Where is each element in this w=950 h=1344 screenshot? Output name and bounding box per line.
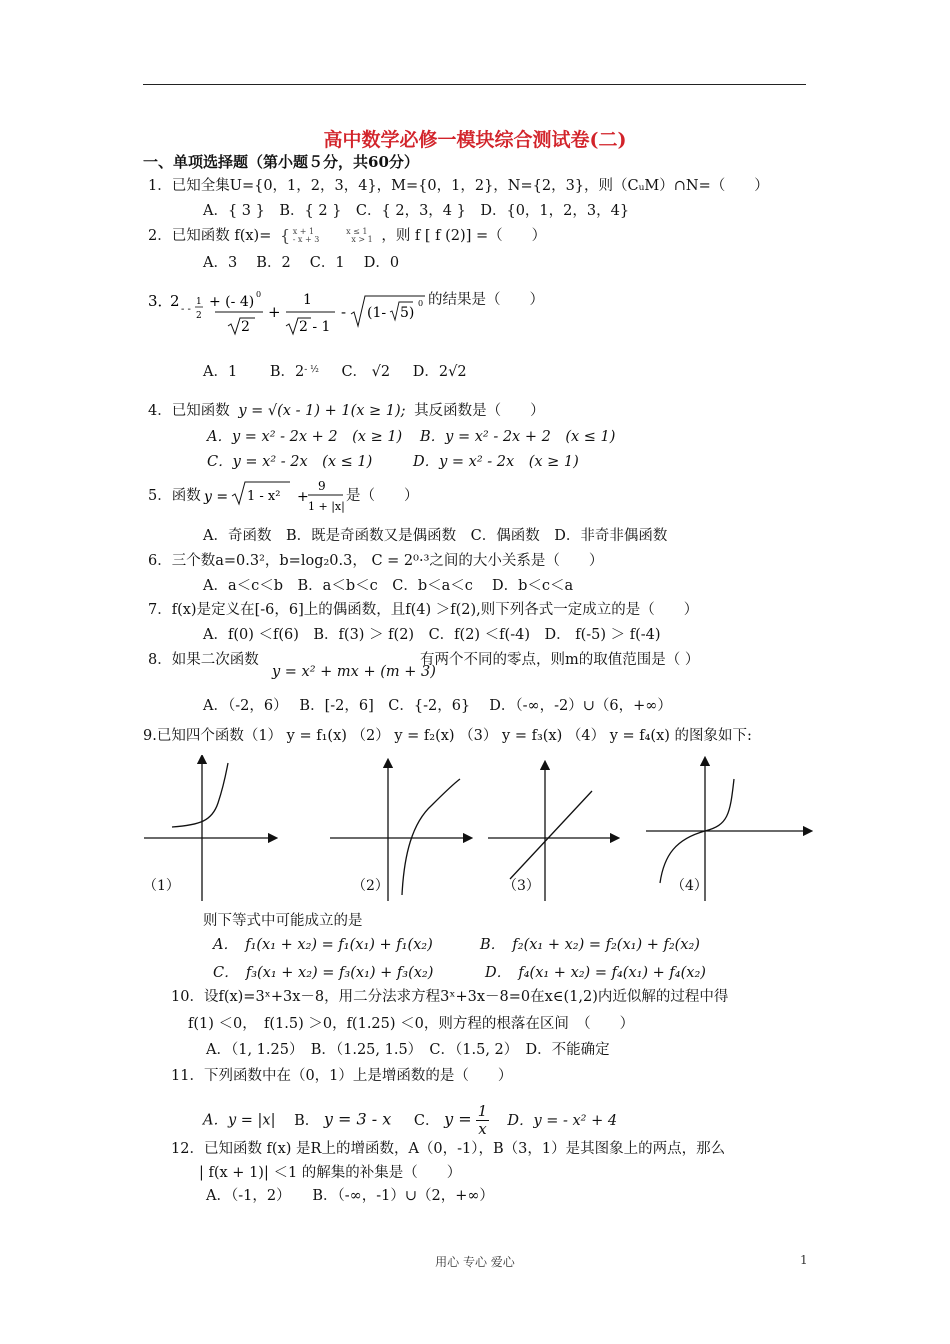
svg-text:1: 1 [196,297,202,307]
graph-caption-3: （3） [503,878,540,894]
q4-func: y = √(x - 1) + 1(x ≥ 1); [238,403,406,419]
q8-options: A．（-2，6） B．[-2，6] C．{-2，6} D．（-∞，-2）∪（6，+∞） [203,698,672,714]
q5-stem: 5．函数 [148,488,201,504]
q4-stem-text: 4．已知函数 [148,403,230,419]
q2-stem [148,227,546,245]
q7-stem: 7．f(x)是定义在[-6，6]上的偶函数，且f(4) ＞f(2),则下列各式一定成立的是（ ） [148,602,699,618]
q11-option-c-label: C． [413,1112,440,1129]
section-heading: 一、单项选择题（第小题５分，共60分） [143,153,419,171]
q2-stem-tail: ，则 f [ f (2)] =（ ） [381,228,547,244]
q10-line-1: 10．设f(x)=3ˣ+3x－8，用二分法求方程3ˣ+3x－8=0在x∈(1,2)内近似解的过程中得 [171,989,729,1005]
q3-option-c: C． [341,364,368,380]
svg-text:(1-: (1- [367,305,387,321]
q5-formula [202,474,347,518]
q2-stem-text: 2．已知函数 f(x)= [148,228,272,244]
q11-option-c-frac [476,1103,488,1138]
q11-option-c-num: 1 [477,1102,488,1120]
q3-stem-tail: 的结果是（ ） [428,292,544,308]
q8-stem: 8．如果二次函数 [148,652,259,668]
q2-options: A．3 B．2 C．1 D．0 [203,255,400,271]
svg-text:9: 9 [318,479,326,493]
page-number: 1 [800,1253,808,1267]
q11-option-c-lhs: y = [444,1109,472,1129]
q9-graphs [140,755,820,905]
q4-option-b: B．y = x² - 2x + 2 (x ≤ 1) [420,429,616,445]
q8-stem-tail: 有两个不同的零点，则m的取值范围是（ ） [420,652,700,668]
graph-2 [330,763,468,901]
q12-line-2: | f(x + 1)| ＜1 的解集的补集是（ ） [199,1165,462,1181]
svg-text:5): 5) [400,305,415,321]
svg-text:2: 2 [170,292,180,310]
q6-stem: 6．三个数a=0.3²，b=log₂0.3， C = 2⁰·³之间的大小关系是（ ） [148,553,604,569]
svg-text:2: 2 [196,311,202,321]
q9-option-d: D． f₄(x₁ + x₂) = f₄(x₁) + f₄(x₂) [485,965,706,981]
q2-piece-top: x + 1 x ≤ 1 [292,227,368,236]
q11-option-b-expr: y = 3 - x [323,1109,392,1129]
q4-option-a: A．y = x² - 2x + 2 (x ≥ 1) [207,429,403,445]
header-rule [143,84,806,85]
svg-text:2 - 1: 2 - 1 [299,319,331,335]
q12-options: A．（-1，2） B．（-∞，-1）∪（2，+∞） [206,1188,494,1204]
q11-option-c-den: x [478,1120,487,1138]
q7-options: A．f(0) ＜f(6) B．f(3) ＞ f(2) C．f(2) ＜f(-4) D． f(-5) ＞ f(-4) [203,627,661,643]
svg-text:- -: - - [181,304,191,315]
q3-number: 3． [148,292,173,310]
q3-option-b: B．2 [269,364,305,380]
svg-text:-: - [341,303,347,321]
q9-sub: 则下等式中可能成立的是 [203,913,363,929]
q9-option-a: A． f₁(x₁ + x₂) = f₁(x₁) + f₁(x₂) [213,937,433,953]
q4-stem-tail: 其反函数是（ ） [414,403,545,419]
q11-option-b-label: B． [294,1112,320,1129]
graph-caption-2: （2） [352,878,389,894]
svg-text:0: 0 [418,299,424,308]
q10-line-2: f(1) ＜0， f(1.5) ＞0，f(1.25) ＜0，则方程的根落在区间 （ ） [188,1016,635,1032]
q4-stem [148,402,545,420]
q9-option-b: B． f₂(x₁ + x₂) = f₂(x₁) + f₂(x₂) [480,937,700,953]
page-footer: 用心 专心 爱心 [435,1255,515,1269]
q4-option-d: D．y = x² - 2x (x ≥ 1) [413,454,579,470]
svg-text:0: 0 [256,290,262,299]
q11-option-a: A．y = |x| [203,1112,276,1129]
q8-func: y = x² + mx + (m + 3) [272,664,436,680]
q2-piece-bottom: - x + 3 x > 1 [292,235,373,244]
q3-option-d: D．2 [412,364,449,380]
svg-text:1 + |x|: 1 + |x| [308,500,345,513]
svg-text:1: 1 [303,292,312,308]
q5-stem-tail: 是（ ） [346,488,419,504]
graph-caption-1: （1） [143,878,180,894]
q3-option-a: A．1 [203,364,238,380]
q9-option-c: C． f₃(x₁ + x₂) = f₃(x₁) + f₃(x₂) [213,965,434,981]
q1-stem: 1．已知全集U={0，1，2，3，4}，M={0，1，2}，N={2，3}，则（CᵤM）∩N=（ ） [148,178,769,194]
q1-options: A．{ 3 } B．{ 2 } C．{ 2，3，4 } D．{0，1，2，3，4} [203,203,630,219]
page-title: 高中数学必修一模块综合测试卷(二) [323,129,627,151]
svg-text:+: + [297,489,309,505]
svg-text:1 - x²: 1 - x² [247,489,281,504]
graph-caption-4: （4） [671,878,708,894]
q12-line-1: 12．已知函数 f(x) 是R上的增函数，A（0，-1），B（3，1）是其图象上的两点，那么 [171,1141,726,1157]
q11-option-d: D．y = - x² + 4 [507,1112,618,1129]
q4-option-c: C．y = x² - 2x (x ≤ 1) [207,454,373,470]
svg-text:2: 2 [241,319,250,335]
q6-options: A．a＜c＜b B．a＜b＜c C．b＜a＜c D．b＜c＜a [203,578,574,594]
q9-stem: 9.已知四个函数（1） y = f₁(x) （2） y = f₂(x) （3） y = f₃(x) （4） y = f₄(x) 的图象如下: [143,728,752,744]
q2-piecewise: { x + 1 x ≤ 1 - x + 3 x > 1 [279,226,373,245]
svg-text:+ (- 4): + (- 4) [209,294,255,310]
q5-options: A．奇函数 B．既是奇函数又是偶函数 C．偶函数 D．非奇非偶函数 [203,528,668,544]
svg-text:+: + [268,303,281,321]
q11-stem: 11．下列函数中在（0，1）上是增函数的是（ ） [171,1068,513,1084]
q10-options: A．（1, 1.25） B．（1.25, 1.5） C．（1.5, 2） D．不能确定 [206,1042,610,1058]
q3-options: A．1 B．$2^{- \frac{1}{2}}$ C． √2 D．2√2 [203,364,467,380]
q11-options [203,1103,617,1138]
svg-text:y =: y = [204,489,229,505]
